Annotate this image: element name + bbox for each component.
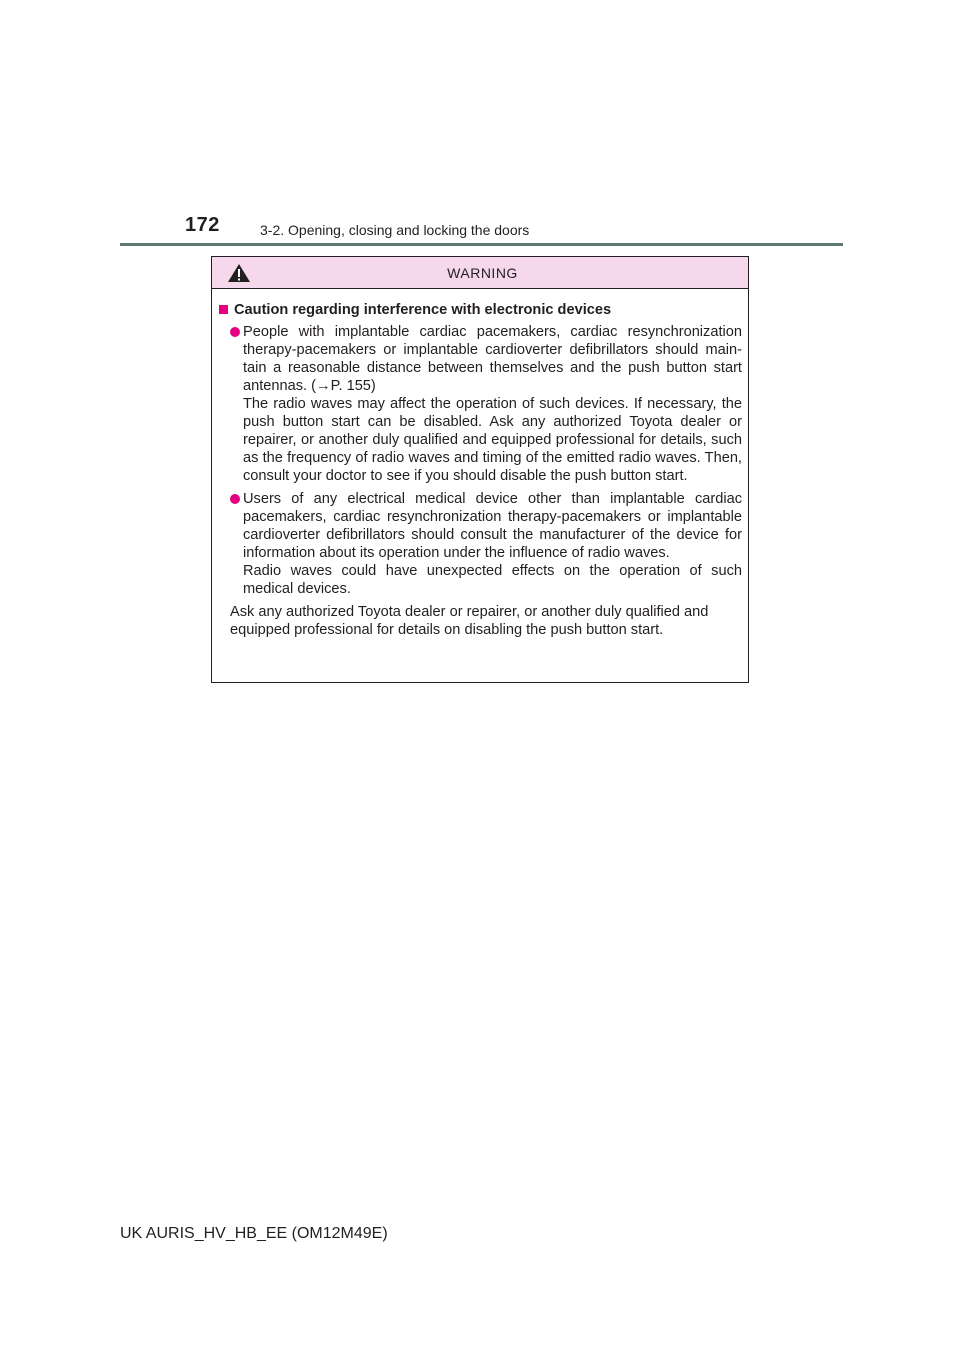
square-bullet-icon: [219, 305, 228, 314]
caution-heading-text: Caution regarding interference with electronic devices: [234, 302, 612, 318]
bullet-dot-icon: [230, 327, 240, 337]
warning-box: [211, 256, 749, 683]
warning-header: [212, 257, 748, 289]
header-divider: [120, 243, 843, 246]
warning-note: Ask any authorized Toyota dealer or repairer, or another duly qualified and equipped professional for details on disabling the push button start.: [230, 604, 709, 638]
warning-title: WARNING: [447, 264, 518, 281]
list-item: [230, 490, 742, 598]
section-title: 3-2. Opening, closing and locking the doors: [260, 222, 530, 238]
bullet-dot-icon: [230, 494, 240, 504]
list-item: [230, 323, 742, 485]
page-number: 172: [185, 214, 220, 236]
bullet-paragraph: Users of any electrical medical device other than implantable cardiac pacemakers, cardiac resynchronization therapy-pacemakers or implantable cardioverter defibrillators should consult the manufacturer of the device for information about its operation under the influence of radio waves.: [243, 491, 742, 561]
warning-body: [212, 289, 748, 639]
document-code: UK AURIS_HV_HB_EE (OM12M49E): [120, 1225, 388, 1242]
bullet-paragraph: Radio waves could have unexpected effects on the operation of such medical devices.: [243, 563, 742, 597]
bullet-paragraph: The radio waves may affect the operation of such devices. If necessary, the push button start can be disabled. Ask any authorized Toyota dealer or repairer, or another duly qualified and equipped professional for details, such as the frequency of radio waves and timing of the emitted radio waves. Then, consult your doctor to see if you should disable the push button start.: [243, 396, 742, 484]
bullet-paragraph: People with implantable cardiac pacemakers, cardiac resynchronization therapy-pacemakers or implantable cardioverter defibrillators should main-tain a reasonable distance between themselves and the push button start antennas. (→P. 155): [243, 324, 742, 394]
warning-triangle-icon: [227, 263, 251, 283]
caution-heading: [218, 301, 742, 319]
